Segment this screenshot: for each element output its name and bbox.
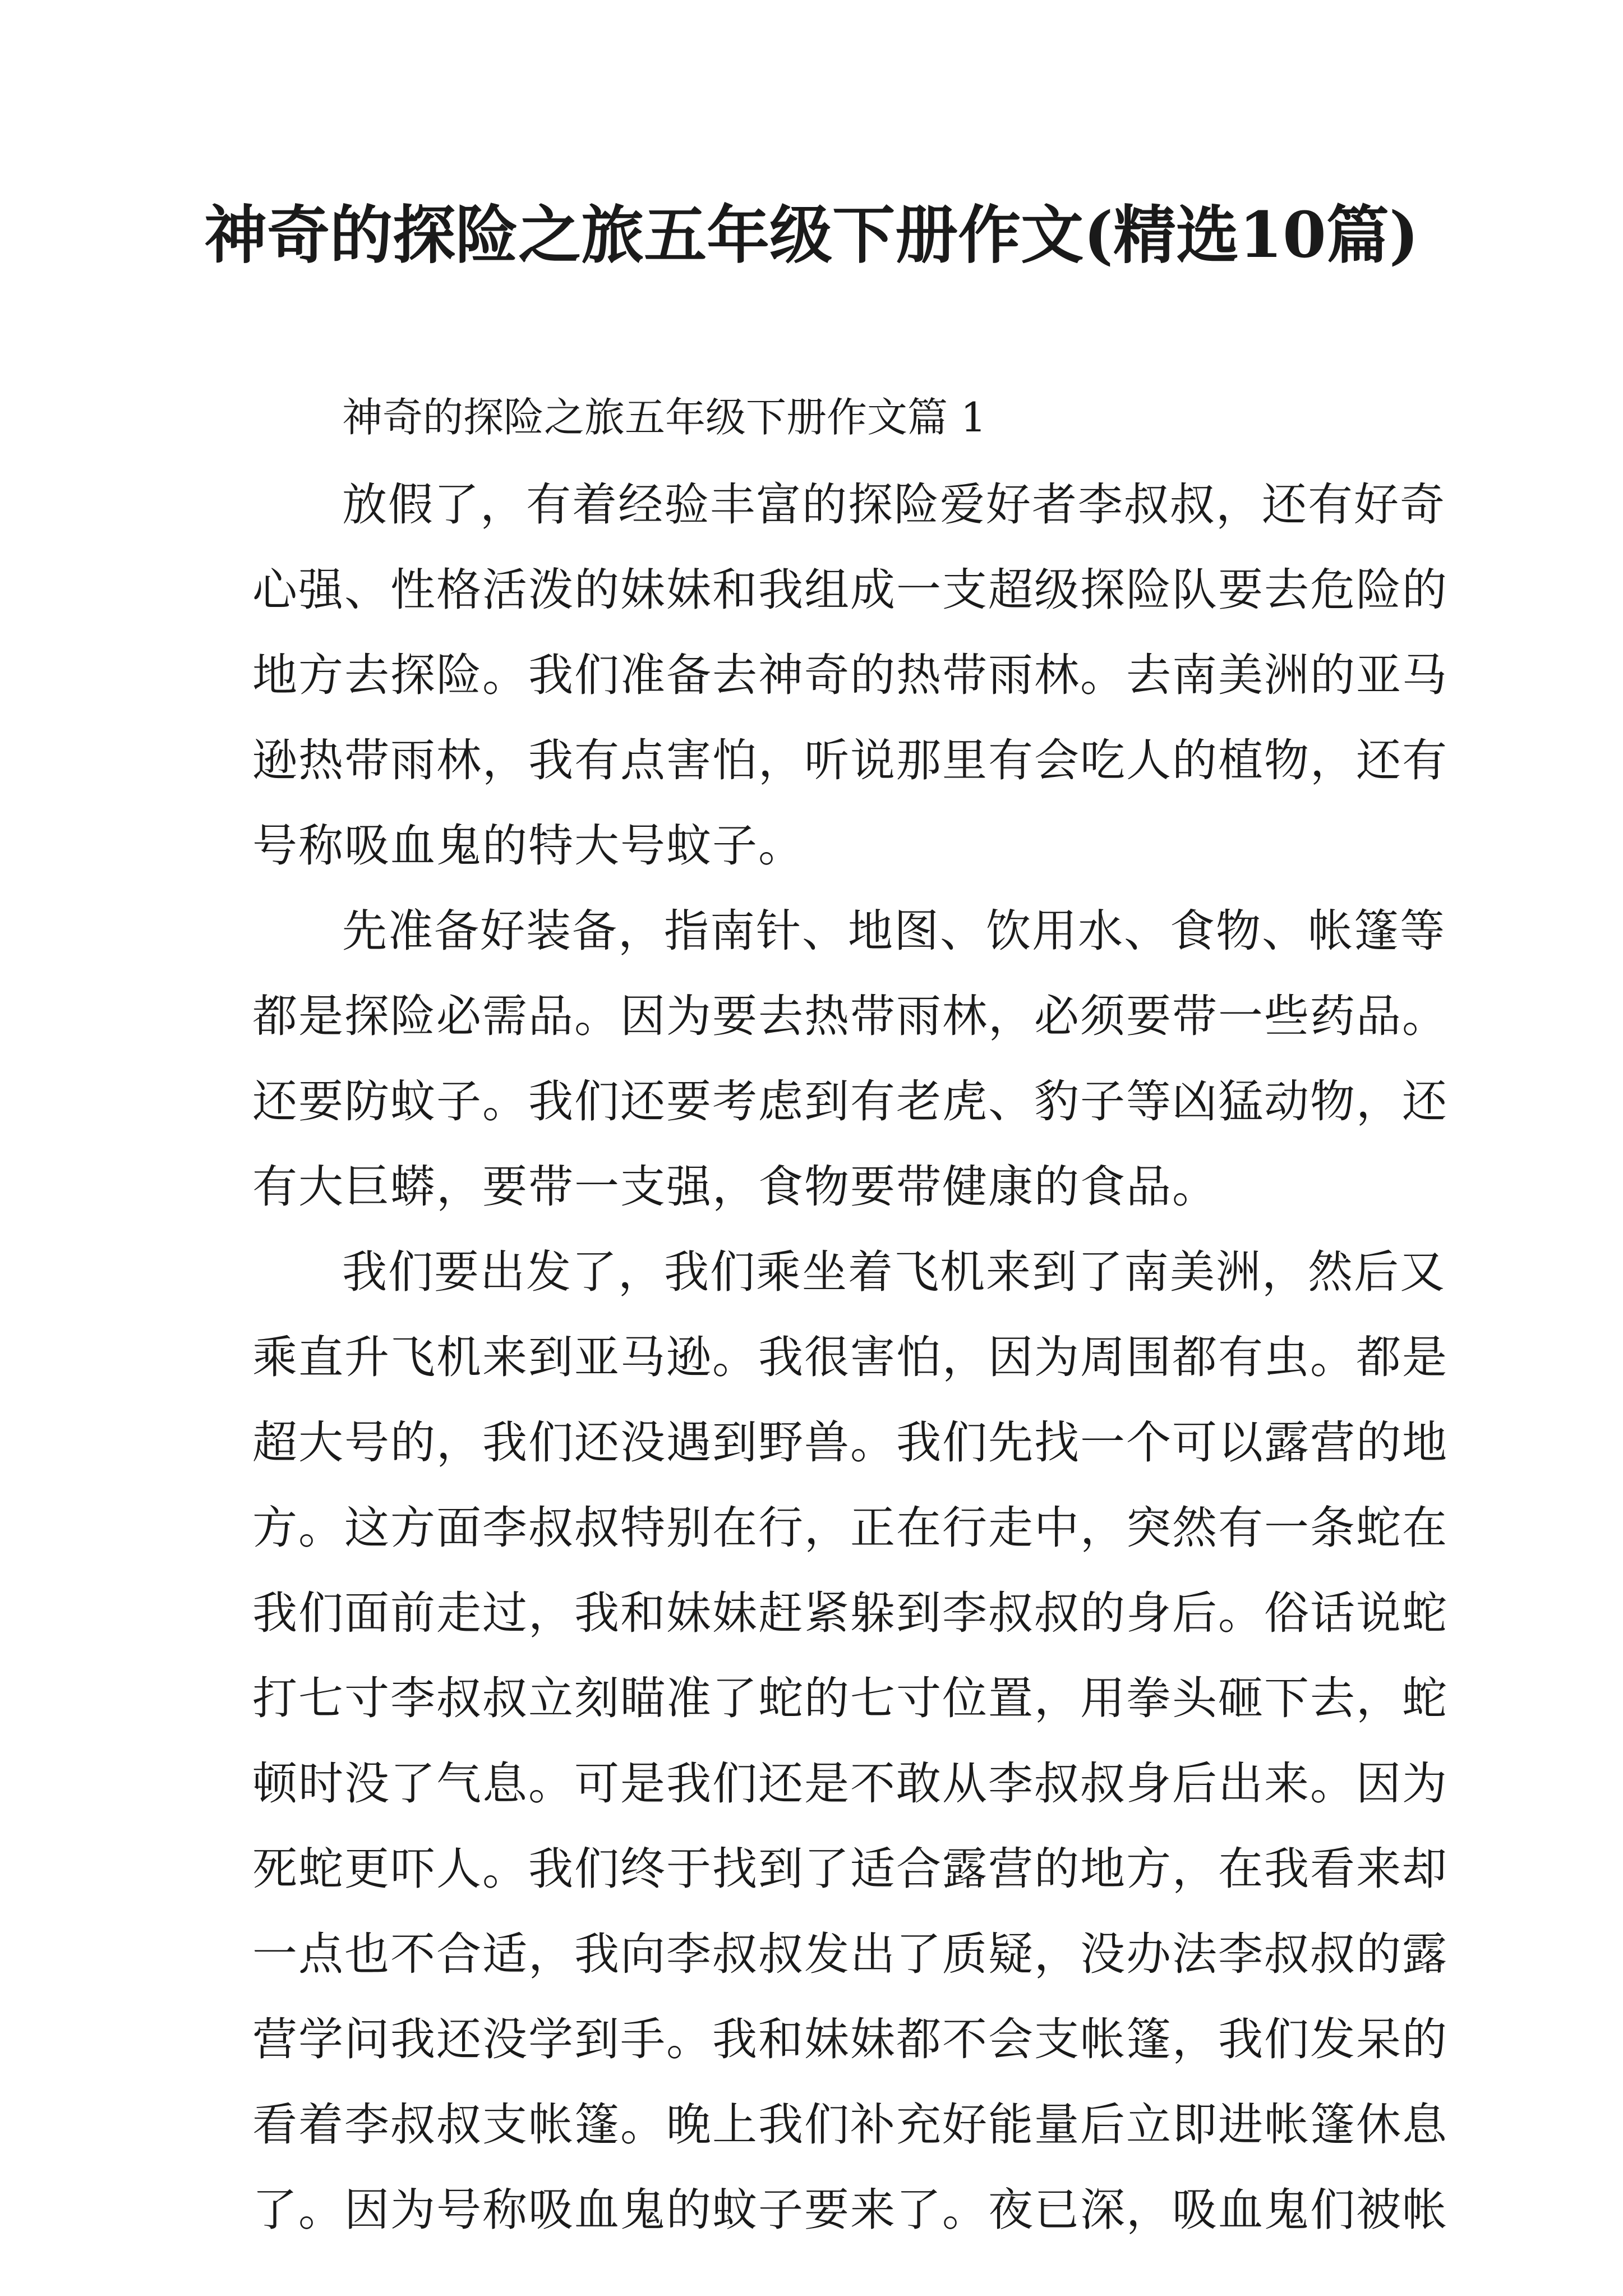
text-line: 顿时没了气息。可是我们还是不敢从李叔叔身后出来。因为 — [252, 1757, 1448, 1810]
text-line: 一点也不合适，我向李叔叔发出了质疑，没办法李叔叔的露 — [252, 1928, 1448, 1980]
text-line: 乘直升飞机来到亚马逊。我很害怕，因为周围都有虫。都是 — [252, 1331, 1448, 1383]
text-line: 我们要出发了，我们乘坐着飞机来到了南美洲，然后又 — [342, 1246, 1446, 1298]
text-line: 我们面前走过，我和妹妹赶紧躲到李叔叔的身后。俗话说蛇 — [252, 1587, 1448, 1639]
text-line: 号称吸血鬼的特大号蚊子。 — [252, 820, 804, 872]
text-line: 地方去探险。我们准备去神奇的热带雨林。去南美洲的亚马 — [252, 649, 1448, 701]
text-line: 心强、性格活泼的妹妹和我组成一支超级探险队要去危险的 — [252, 564, 1448, 616]
text-line: 先准备好装备，指南针、地图、饮用水、食物、帐篷等 — [342, 905, 1446, 957]
text-line: 超大号的，我们还没遇到野兽。我们先找一个可以露营的地 — [252, 1416, 1448, 1469]
text-line: 打七寸李叔叔立刻瞄准了蛇的七寸位置，用拳头砸下去，蛇 — [252, 1672, 1448, 1724]
text-line: 看着李叔叔支帐篷。晚上我们补充好能量后立即进帐篷休息 — [252, 2099, 1448, 2151]
paragraph — [252, 1230, 1448, 2253]
text-line: 营学问我还没学到手。我和妹妹都不会支帐篷，我们发呆的 — [252, 2013, 1448, 2065]
text-line: 了。因为号称吸血鬼的蚊子要来了。夜已深，吸血鬼们被帐 — [252, 2184, 1448, 2236]
text-line: 有大巨蟒，要带一支强，食物要带健康的食品。 — [252, 1161, 1218, 1213]
text-line: 都是探险必需品。因为要去热带雨林，必须要带一些药品。 — [252, 990, 1448, 1042]
text-line: 放假了，有着经验丰富的探险爱好者李叔叔，还有好奇 — [342, 478, 1446, 531]
text-line: 死蛇更吓人。我们终于找到了适合露营的地方，在我看来却 — [252, 1843, 1448, 1895]
section-heading: 神奇的探险之旅五年级下册作文篇 1 — [342, 394, 986, 441]
text-line: 还要防蚊子。我们还要考虑到有老虎、豹子等凶猛动物，还 — [252, 1075, 1448, 1128]
text-line: 方。这方面李叔叔特别在行，正在行走中，突然有一条蛇在 — [252, 1502, 1448, 1554]
paragraph — [252, 889, 1448, 1230]
document-title: 神奇的探险之旅五年级下册作文(精选10篇) — [204, 199, 1419, 272]
document-body — [252, 375, 1448, 2253]
paragraph-list — [252, 462, 1448, 2253]
paragraph — [252, 462, 1448, 889]
text-line: 逊热带雨林，我有点害怕，听说那里有会吃人的植物，还有 — [252, 734, 1448, 786]
